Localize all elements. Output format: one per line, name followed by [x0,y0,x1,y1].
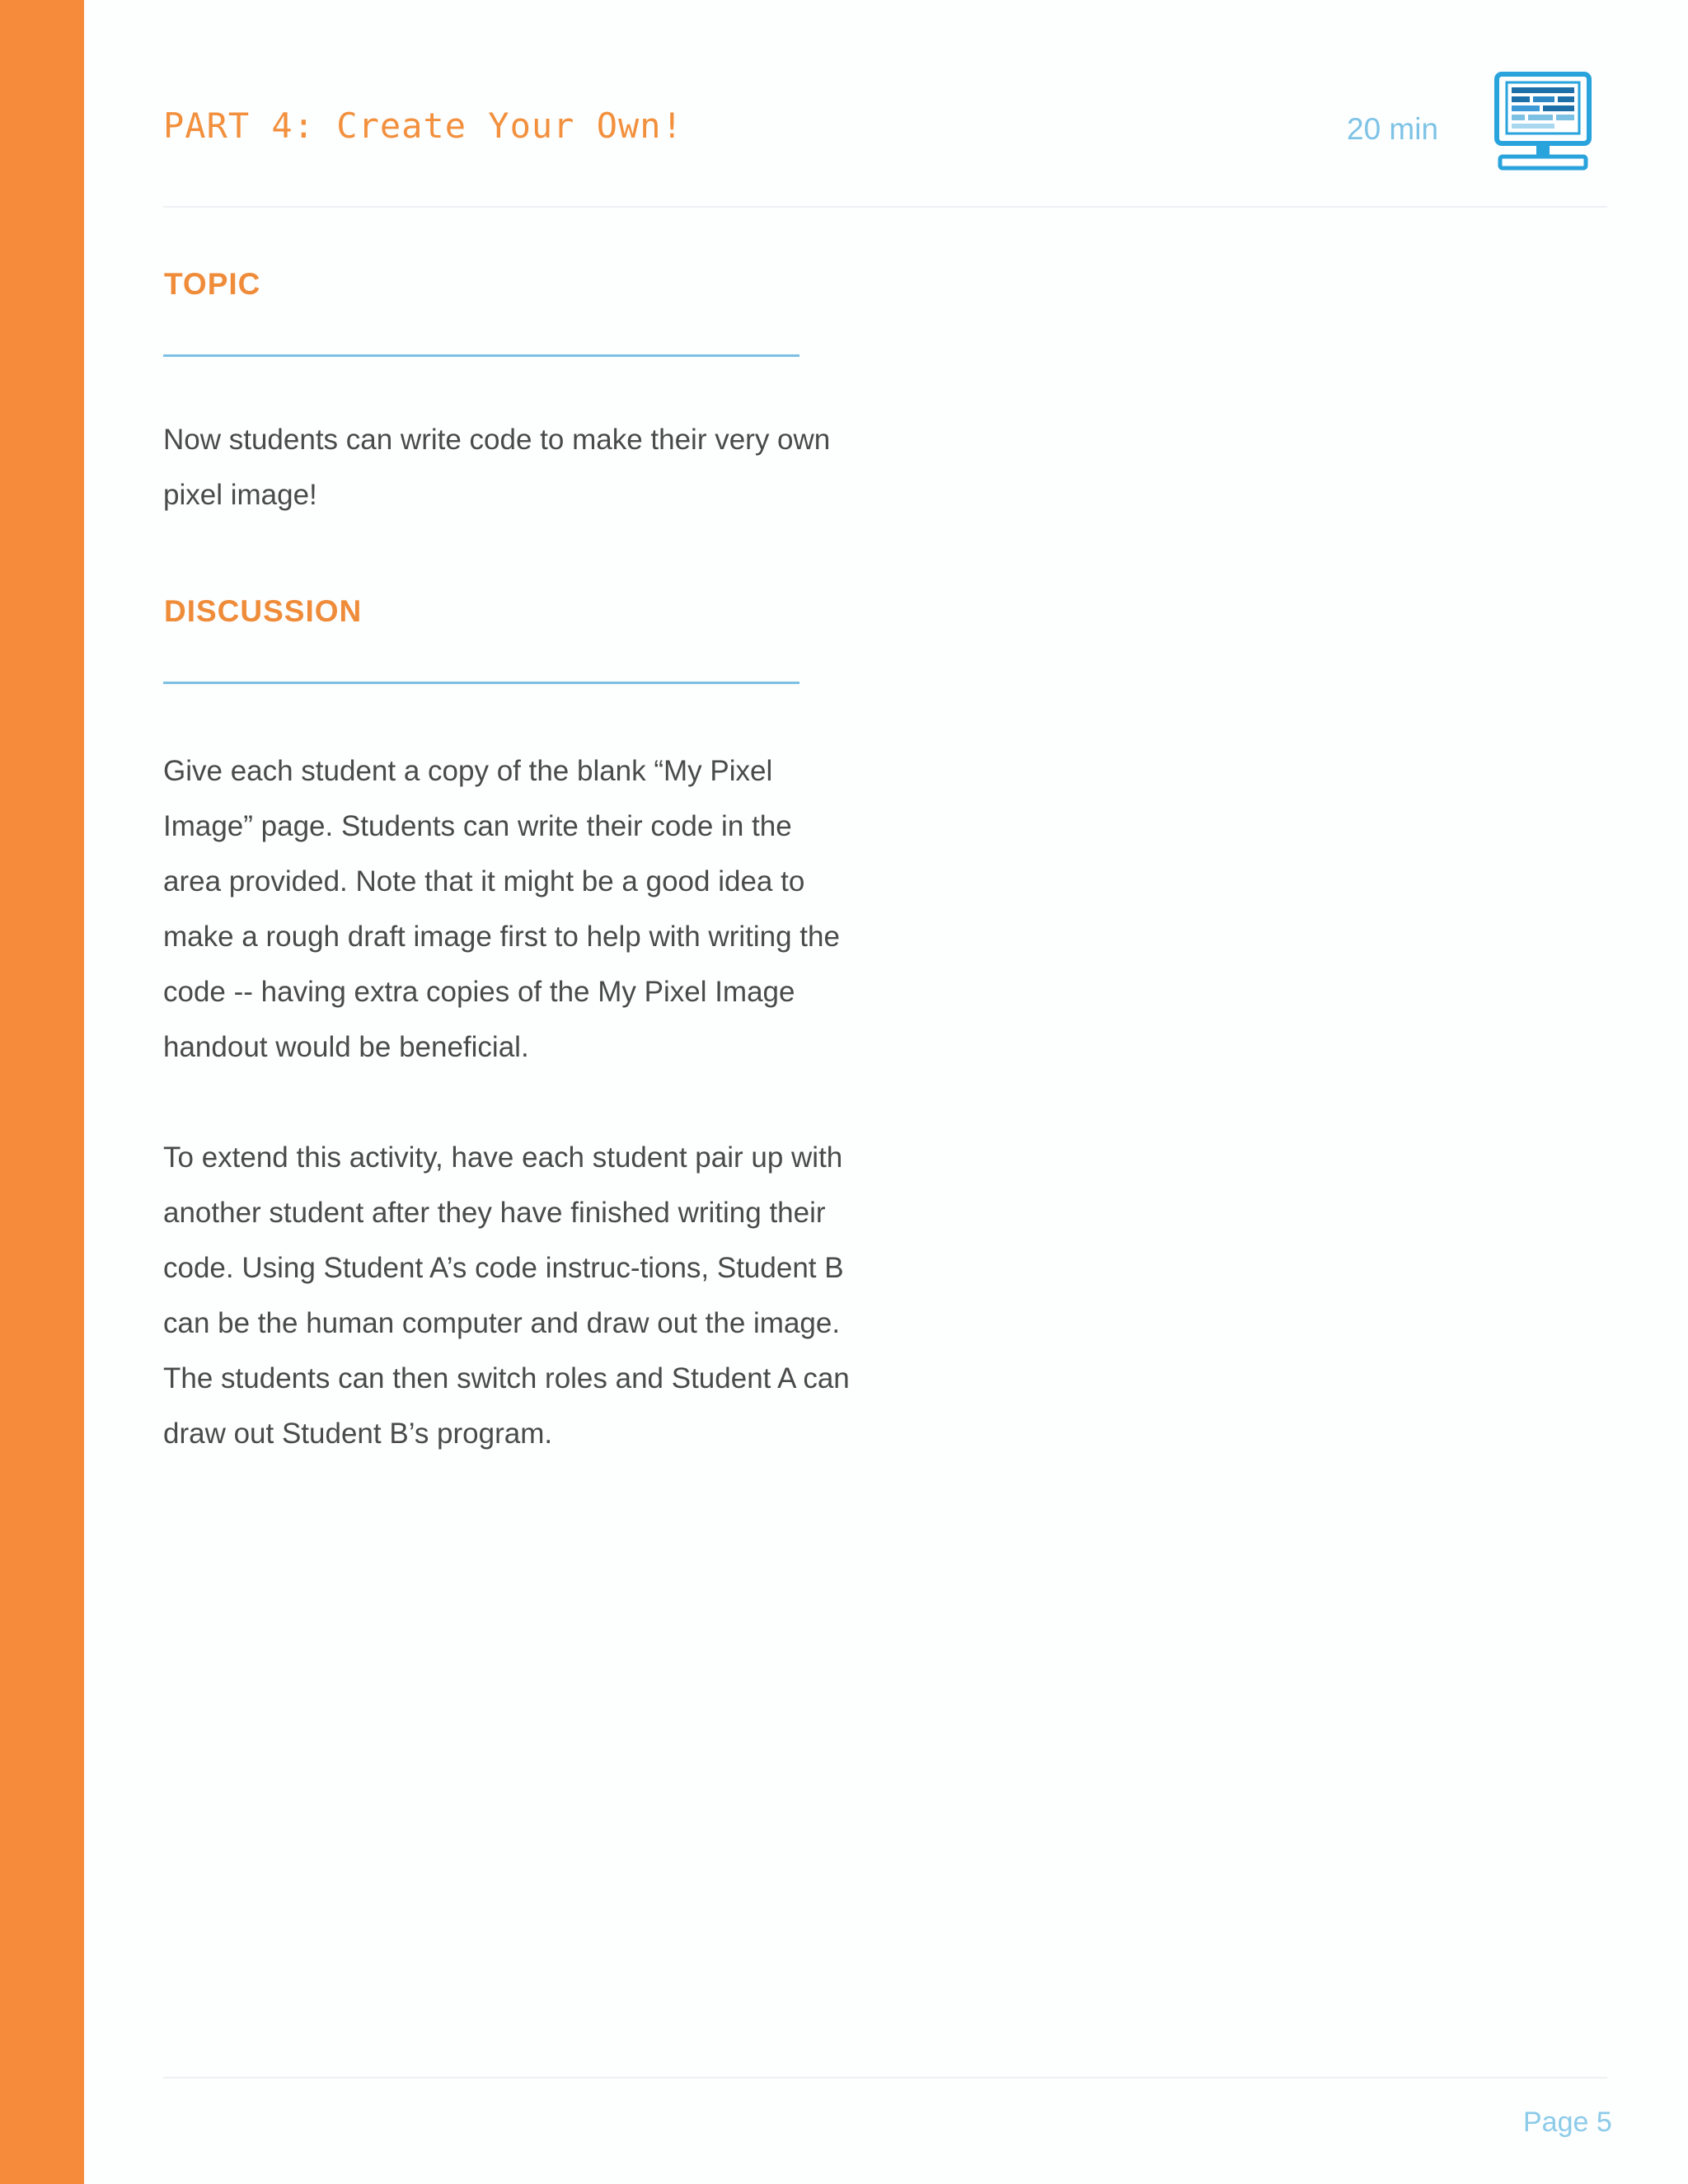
topic-underline [163,354,799,357]
discussion-paragraph-2: To extend this activity, have each student pair up with another student after they have finished writing their code. Using Student A’s code instruc-tions, Student B can be the human computer and draw out the image. The students can then switch roles and Student A can draw out Student B’s program. [163,1141,850,1450]
duration-label: 20 min [1347,112,1439,146]
discussion-paragraph-1: Give each student a copy of the blank “My Pixel Image” page. Students can write their code in the area provided. Note that it might be a good idea to make a rough draft image first to help with writing the code -- having extra copies of the My Pixel Image handout would be beneficial. [163,755,840,1063]
page-number: Page 5 [1523,2107,1612,2138]
header-divider [163,206,1607,208]
computer-monitor-icon [1493,71,1592,173]
discussion-heading: DISCUSSION [164,594,363,628]
left-accent-bar [0,0,84,2184]
discussion-underline [163,682,799,684]
topic-heading: TOPIC [164,267,261,301]
footer-divider [163,2077,1607,2079]
topic-paragraph: Now students can write code to make their very own pixel image! [163,424,831,511]
page-title: PART 4: Create Your Own! [163,105,683,146]
